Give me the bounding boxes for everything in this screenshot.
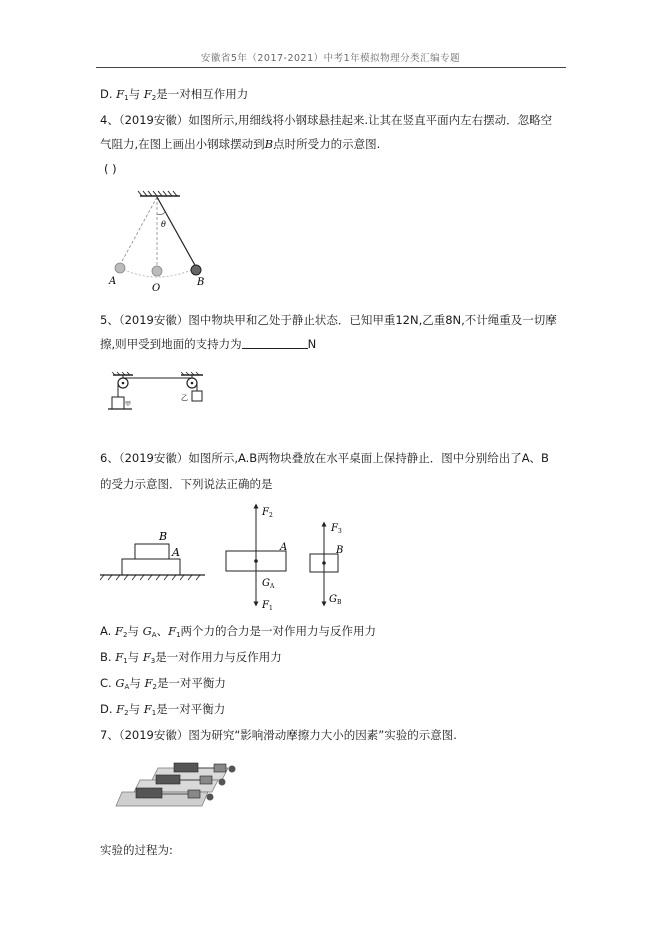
pendulum-label-o: O (152, 283, 161, 294)
force-a-ga: $G_A$ (262, 578, 275, 590)
friction-experiment-figure (110, 760, 240, 820)
q6-option-b: B. $F_1$与 $F_3$是一对作用力与反作用力 (100, 650, 282, 665)
q7-line2: 实验的过程为: (100, 843, 173, 857)
q7-line1: 7、（2019安徽）图为研究“影响滑动摩擦力大小的因素”实验的示意图. (100, 728, 457, 742)
force-a-f2: $F_2$ (262, 507, 273, 519)
q5-line2: 擦,则甲受到地面的支持力为 N (100, 337, 317, 351)
force-a-point: A (280, 542, 288, 553)
force-a-f1: $F_1$ (262, 600, 273, 612)
pendulum-label-b: B (197, 277, 205, 288)
blocks-label-b: B (159, 530, 168, 543)
pendulum-label-theta: θ (161, 220, 166, 229)
force-b-point: B (336, 545, 344, 556)
q6-option-d: D. $F_2$与 $F_1$是一对平衡力 (100, 702, 226, 717)
pulley-label-yi: 乙 (181, 394, 188, 402)
force-diagram-b (304, 518, 364, 610)
pulley-figure (108, 373, 218, 408)
q4-line1: 4、（2019安徽）如图所示,用细线将小钢球悬挂起来.让其在竖直平面内左右摆动．忽略空 (100, 113, 553, 127)
q5-line1: 5、（2019安徽）图中物块甲和乙处于静止状态．已知甲重12N,乙重8N,不计绳重及一切摩 (100, 313, 557, 327)
page-header: 安徽省5年（2017-2021）中考1年模拟物理分类汇编专题 (200, 53, 461, 64)
blocks-label-a: A (172, 546, 180, 559)
pendulum-figure (100, 188, 230, 298)
q5-answer-blank (242, 337, 308, 349)
header-rule (96, 67, 566, 68)
q6-option-a: A. $F_2$与 $G_A$、$F_1$两个力的合力是一对作用力与反作用力 (100, 624, 377, 639)
q6-line2: 的受力示意图．下列说法正确的是 (100, 477, 273, 491)
q6-option-c: C. $G_A$与 $F_2$是一对平衡力 (100, 676, 226, 691)
q3-option-d: D. $F_1$与 $F_2$是一对相互作用力 (100, 87, 249, 102)
force-diagram-a (222, 500, 292, 612)
q4-answer-paren: ( ) (104, 162, 117, 176)
q4-line2: 气阻力,在图上画出小钢球摆动到B点时所受力的示意图. (100, 137, 381, 151)
pendulum-label-a: A (109, 276, 117, 287)
pulley-label-jia: 甲 (125, 401, 132, 408)
force-b-f3: $F_3$ (331, 523, 342, 535)
stacked-blocks-figure (100, 525, 210, 590)
q6-line1: 6、（2019安徽）如图所示,A.B两物块叠放在水平桌面上保持静止．图中分别给出了A、B (100, 451, 549, 465)
force-b-gb: $G_B$ (329, 594, 342, 606)
